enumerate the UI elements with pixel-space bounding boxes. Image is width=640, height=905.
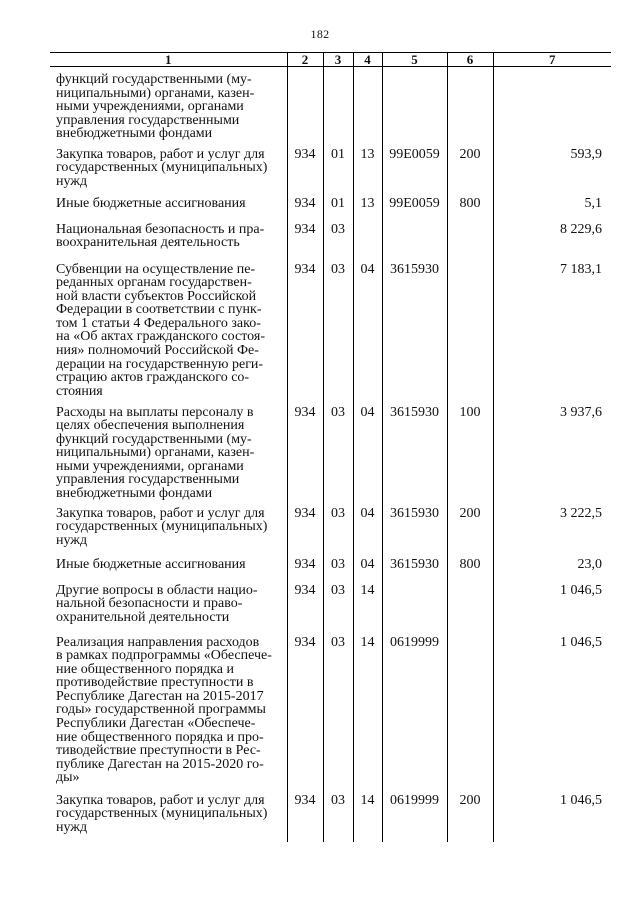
table-row — [50, 406, 611, 507]
table-row — [50, 507, 611, 558]
table-row — [50, 223, 611, 263]
code-target-article-cell — [382, 223, 447, 263]
header-col-4: 4 — [353, 53, 382, 67]
code-expense-type-cell: 100 — [447, 406, 493, 507]
code-subsection-cell: 04 — [353, 263, 382, 406]
amount-cell: 3 222,5 — [493, 507, 611, 558]
code-subsection-cell — [353, 223, 382, 263]
item-name-cell: Иные бюджетные ассигнования — [50, 558, 287, 584]
budget-table — [50, 52, 611, 842]
code-expense-type-cell: 800 — [447, 197, 493, 223]
code-expense-type-cell — [447, 263, 493, 406]
code-grbs-cell: 934 — [287, 794, 323, 842]
code-section-cell: 03 — [323, 584, 353, 636]
code-subsection-cell: 04 — [353, 558, 382, 584]
item-name-cell: Расходы на выплаты персоналу в целях обеспечения выполнения функций государственными (му- ниципальными) органами, казен- ными учреждениями, органами управления государственными внебюджетными фондами — [50, 406, 287, 507]
header-row — [50, 53, 611, 67]
code-section-cell: 03 — [323, 263, 353, 406]
code-subsection-cell: 04 — [353, 406, 382, 507]
header-col-5: 5 — [382, 53, 447, 67]
code-grbs-cell: 934 — [287, 263, 323, 406]
table-row — [50, 558, 611, 584]
code-target-article-cell: 3615930 — [382, 507, 447, 558]
code-subsection-cell: 14 — [353, 636, 382, 794]
code-section-cell: 03 — [323, 636, 353, 794]
code-target-article-cell: 99Е0059 — [382, 197, 447, 223]
amount-cell: 1 046,5 — [493, 584, 611, 636]
table-row — [50, 794, 611, 842]
code-grbs-cell: 934 — [287, 636, 323, 794]
code-section-cell: 03 — [323, 794, 353, 842]
code-target-article-cell: 3615930 — [382, 263, 447, 406]
code-grbs-cell: 934 — [287, 584, 323, 636]
code-section-cell: 01 — [323, 148, 353, 197]
code-subsection-cell: 04 — [353, 507, 382, 558]
table-row — [50, 263, 611, 406]
code-expense-type-cell — [447, 223, 493, 263]
item-name-cell: функций государственными (му- ниципальными) органами, казен- ными учреждениями, органами управления государственными внебюджетными фондами — [50, 67, 287, 148]
item-name-cell: Закупка товаров, работ и услуг для государственных (муниципальных) нужд — [50, 507, 287, 558]
header-col-7: 7 — [493, 53, 611, 67]
amount-cell: 8 229,6 — [493, 223, 611, 263]
code-target-article-cell: 3615930 — [382, 406, 447, 507]
amount-cell: 3 937,6 — [493, 406, 611, 507]
code-grbs-cell: 934 — [287, 223, 323, 263]
table-row — [50, 197, 611, 223]
item-name-cell: Реализация направления расходов в рамках подпрограммы «Обеспече- ние общественного порядка и противодействие преступности в Республике Дагестан на 2015-2017 годы» государственной программы Республики Дагестан «Обеспече- ние общественного порядка и про- тиводействие преступности в Рес- публике Дагестан на 2015-2020 го- ды» — [50, 636, 287, 794]
item-name-cell: Закупка товаров, работ и услуг для государственных (муниципальных) нужд — [50, 794, 287, 842]
code-grbs-cell: 934 — [287, 197, 323, 223]
header-col-2: 2 — [287, 53, 323, 67]
code-expense-type-cell: 200 — [447, 148, 493, 197]
code-grbs-cell: 934 — [287, 558, 323, 584]
amount-cell: 23,0 — [493, 558, 611, 584]
code-section-cell: 03 — [323, 507, 353, 558]
code-section-cell — [323, 67, 353, 148]
code-target-article-cell: 99Е0059 — [382, 148, 447, 197]
amount-cell — [493, 67, 611, 148]
code-section-cell: 01 — [323, 197, 353, 223]
amount-cell: 7 183,1 — [493, 263, 611, 406]
code-target-article-cell: 3615930 — [382, 558, 447, 584]
table-row — [50, 67, 611, 148]
code-grbs-cell: 934 — [287, 507, 323, 558]
item-name-cell: Субвенции на осуществление пе- реданных органам государствен- ной власти субъектов Российской Федерации в соответствии с пунк- том 1 статьи 4 Федерального зако- на «Об актах гражданского состоя- ния» полномочий Российской Фе- дерации на государственную реги- страцию актов гражданского со- стояния — [50, 263, 287, 406]
amount-cell: 1 046,5 — [493, 794, 611, 842]
code-expense-type-cell — [447, 67, 493, 148]
code-target-article-cell: 0619999 — [382, 636, 447, 794]
header-col-3: 3 — [323, 53, 353, 67]
code-section-cell: 03 — [323, 223, 353, 263]
table-row — [50, 584, 611, 636]
code-target-article-cell: 0619999 — [382, 794, 447, 842]
code-subsection-cell: 13 — [353, 148, 382, 197]
item-name-cell: Другие вопросы в области нацио- нальной безопасности и право- охранительной деятельности — [50, 584, 287, 636]
code-expense-type-cell: 800 — [447, 558, 493, 584]
code-grbs-cell: 934 — [287, 406, 323, 507]
code-section-cell: 03 — [323, 558, 353, 584]
item-name-cell: Иные бюджетные ассигнования — [50, 197, 287, 223]
table-row — [50, 636, 611, 794]
amount-cell: 5,1 — [493, 197, 611, 223]
code-expense-type-cell — [447, 584, 493, 636]
table-row — [50, 148, 611, 197]
code-expense-type-cell: 200 — [447, 794, 493, 842]
amount-cell: 1 046,5 — [493, 636, 611, 794]
code-subsection-cell: 13 — [353, 197, 382, 223]
code-subsection-cell: 14 — [353, 794, 382, 842]
code-subsection-cell — [353, 67, 382, 148]
header-col-1: 1 — [50, 53, 287, 67]
code-grbs-cell: 934 — [287, 148, 323, 197]
code-expense-type-cell — [447, 636, 493, 794]
code-expense-type-cell: 200 — [447, 507, 493, 558]
page-number: 182 — [310, 27, 330, 41]
code-grbs-cell — [287, 67, 323, 148]
item-name-cell: Закупка товаров, работ и услуг для государственных (муниципальных) нужд — [50, 148, 287, 197]
code-target-article-cell — [382, 584, 447, 636]
item-name-cell: Национальная безопасность и пра- воохранительная деятельность — [50, 223, 287, 263]
code-target-article-cell — [382, 67, 447, 148]
code-subsection-cell: 14 — [353, 584, 382, 636]
header-col-6: 6 — [447, 53, 493, 67]
code-section-cell: 03 — [323, 406, 353, 507]
amount-cell: 593,9 — [493, 148, 611, 197]
table-body — [50, 67, 611, 842]
